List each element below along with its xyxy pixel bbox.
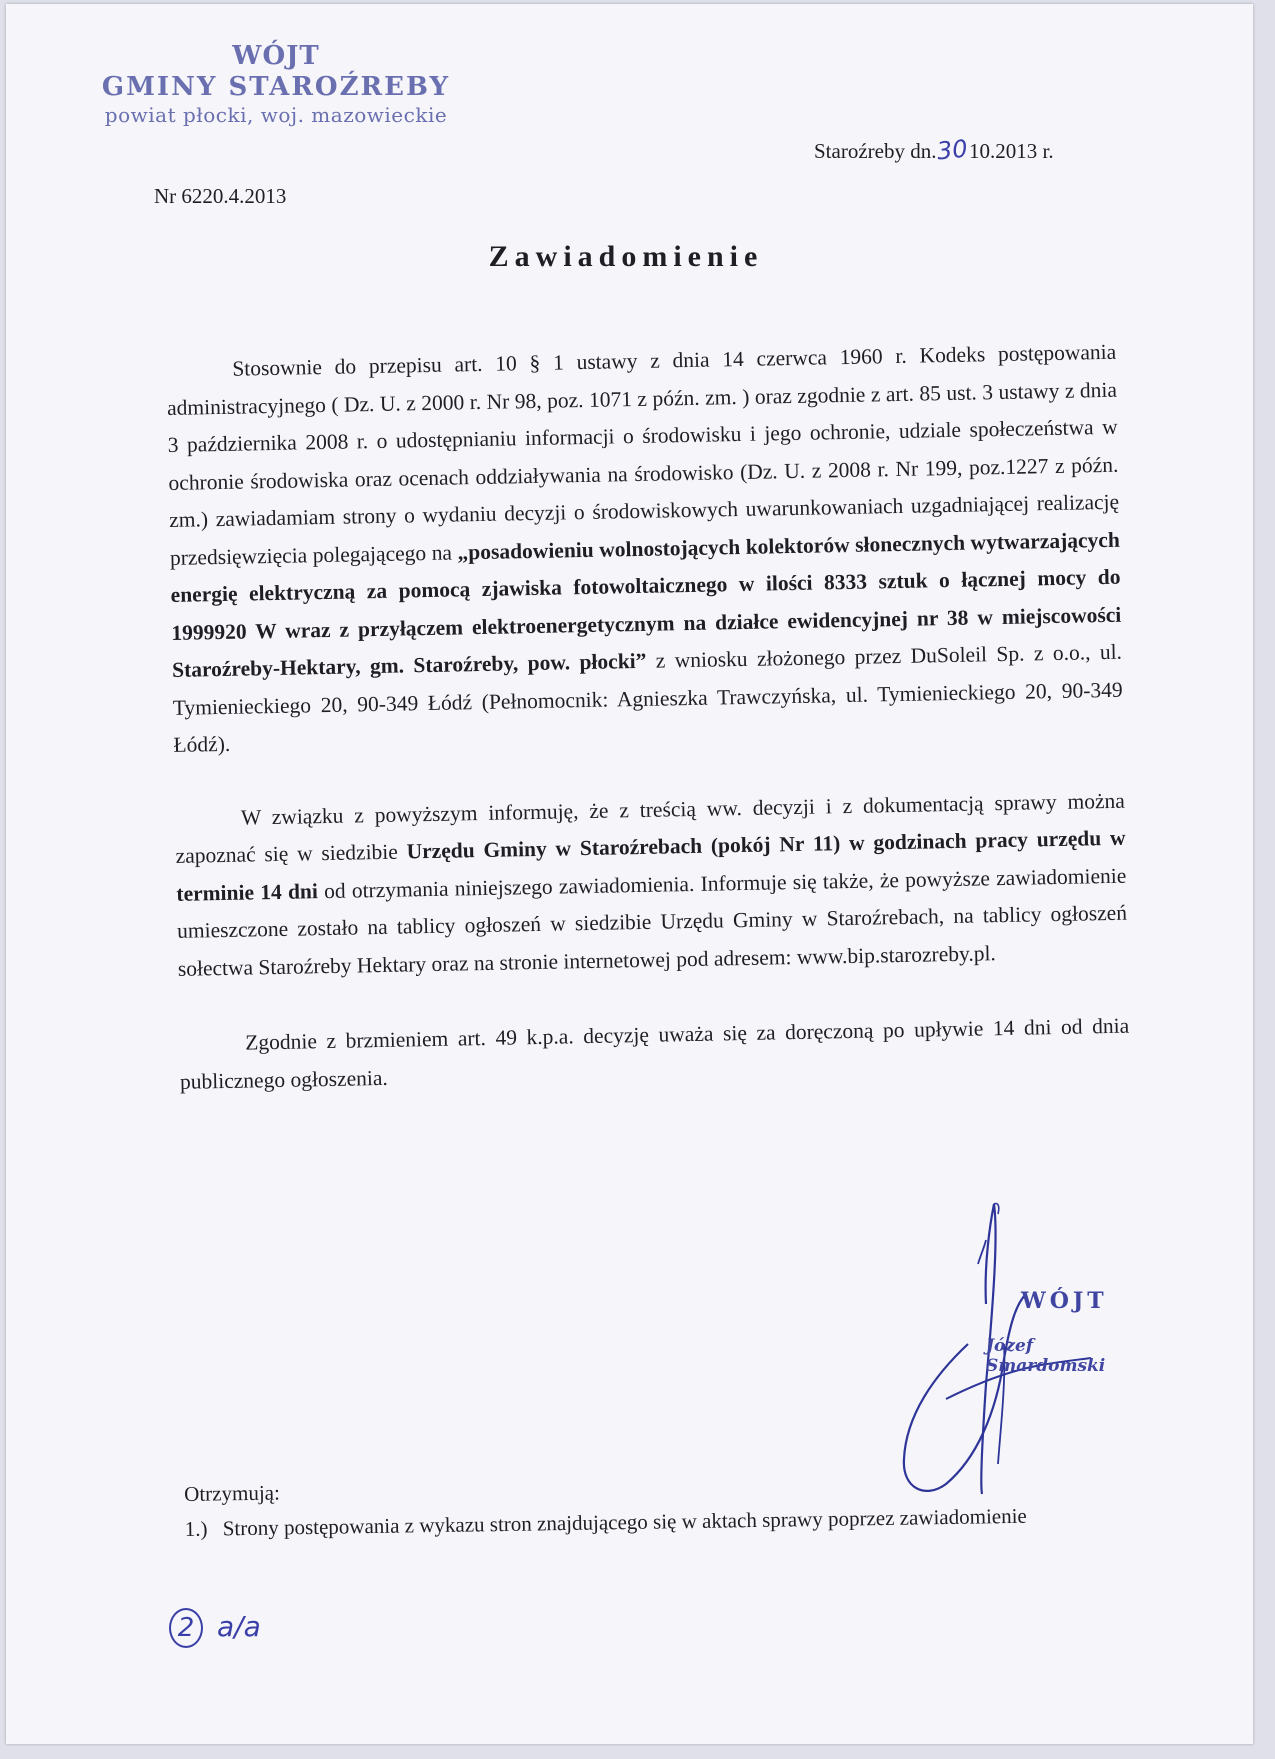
date-suffix: 10.2013 r. <box>969 139 1054 163</box>
date-prefix: Staroźreby dn. <box>814 139 937 163</box>
list-item-number: 1.) <box>184 1516 208 1541</box>
list-item <box>185 1500 1130 1543</box>
handwritten-note <box>169 1608 261 1648</box>
list-item-text: Strony postępowania z wykazu stron znajdującego się w aktach sprawy poprzez zawiadomienie <box>222 1503 1027 1541</box>
document-date <box>814 136 1054 164</box>
stamp-line-3: powiat płocki, woj. mazowieckie <box>104 103 448 127</box>
paragraph-2-text-a: W związku z powyższym informuję, że z treścią ww. decyzji i z dokumentacją sprawy można zapoznać się w siedzibie <box>175 788 1126 868</box>
recipients-section <box>184 1467 1130 1543</box>
document-title: Zawiadomienie <box>488 240 764 273</box>
paragraph-2-text-b: od otrzymania niniejszego zawiadomienia. Informuje się także, że powyższe zawiadomienie umieszczone zostało na tablicy ogłoszeń w siedzibie Urzędu Gminy w Staroźrebach, na tablicy ogłoszeń sołectwa Staroźreby Hektary oraz na stronie internetowej pod adresem: www.bip.starozreby.pl. <box>176 863 1128 981</box>
paragraph-1-text-a: Stosownie do przepisu art. 10 § 1 ustawy z dnia 14 czerwca 1960 r. Kodeks postępowania administracyjnego ( Dz. U. z 2000 r. Nr 98, poz. 1071 z późn. zm. ) oraz zgodnie z art. 85 ust. 3 ustawy z dnia 3 października 2008 r. o udostępnianiu informacji o środowisku i jego ochronie, udziale społeczeństwa w ochronie środowiska oraz ocenach oddziaływania na środowisko (Dz. U. z 2008 r. Nr 199, poz.1227 z późn. zm.) zawiadamiam strony o wydaniu decyzji o środowiskowych uwarunkowaniach uzgadniającej realizację przedsięwzięcia polegającego na <box>166 339 1120 570</box>
paragraph-2 <box>175 782 1128 988</box>
paragraph-1-text-b: z wniosku złożonego przez DuSoleil Sp. z o.o., ul. Tymienieckiego 20, 90-349 Łódź (Pełnomocnik: Agnieszka Trawczyńska, ul. Tymienieckiego 20, 90-349 Łódź). <box>172 639 1123 757</box>
paragraph-1 <box>166 334 1124 765</box>
recipients-label: Otrzymują: <box>184 1480 281 1506</box>
reference-number: Nr 6220.4.2013 <box>154 184 287 208</box>
paragraph-2-bold: Urzędu Gminy w Staroźrebach (pokój Nr 11) w godzinach pracy urzędu w terminie 14 dni <box>176 825 1126 906</box>
date-day-handwritten: 30 <box>936 134 970 166</box>
stamp-line-2: GMINY STAROŹREBY <box>101 72 451 102</box>
document-body <box>166 334 1130 1101</box>
signature-name: Józef Smardomski <box>986 1336 1106 1376</box>
handwritten-circled-number: 2 <box>169 1608 203 1648</box>
paragraph-3: Zgodnie z brzmieniem art. 49 k.p.a. decyzję uważa się za doręczoną po upływie 14 dni od dnia publicznego ogłoszenia. <box>179 1013 1130 1094</box>
document-page <box>6 4 1253 1744</box>
stamp-line-1: WÓJT <box>232 41 320 71</box>
handwritten-note-text: a/a <box>217 1610 261 1643</box>
signature-title: WÓJT <box>1021 1288 1108 1314</box>
office-stamp <box>96 40 456 128</box>
paragraph-1-bold: „posadowieniu wolnostojących kolektorów słonecznych wytwarzających energię elektryczną za pomocą zjawiska fotowoltaicznego w ilości 8333 sztuk o łącznej mocy do 1999920 W wraz z przyłączem elektroenergetycznym na działce ewidencyjnej nr 38 w miejscowości Staroźreby-Hektary, gm. Staroźreby, pow. płocki” <box>170 527 1122 682</box>
